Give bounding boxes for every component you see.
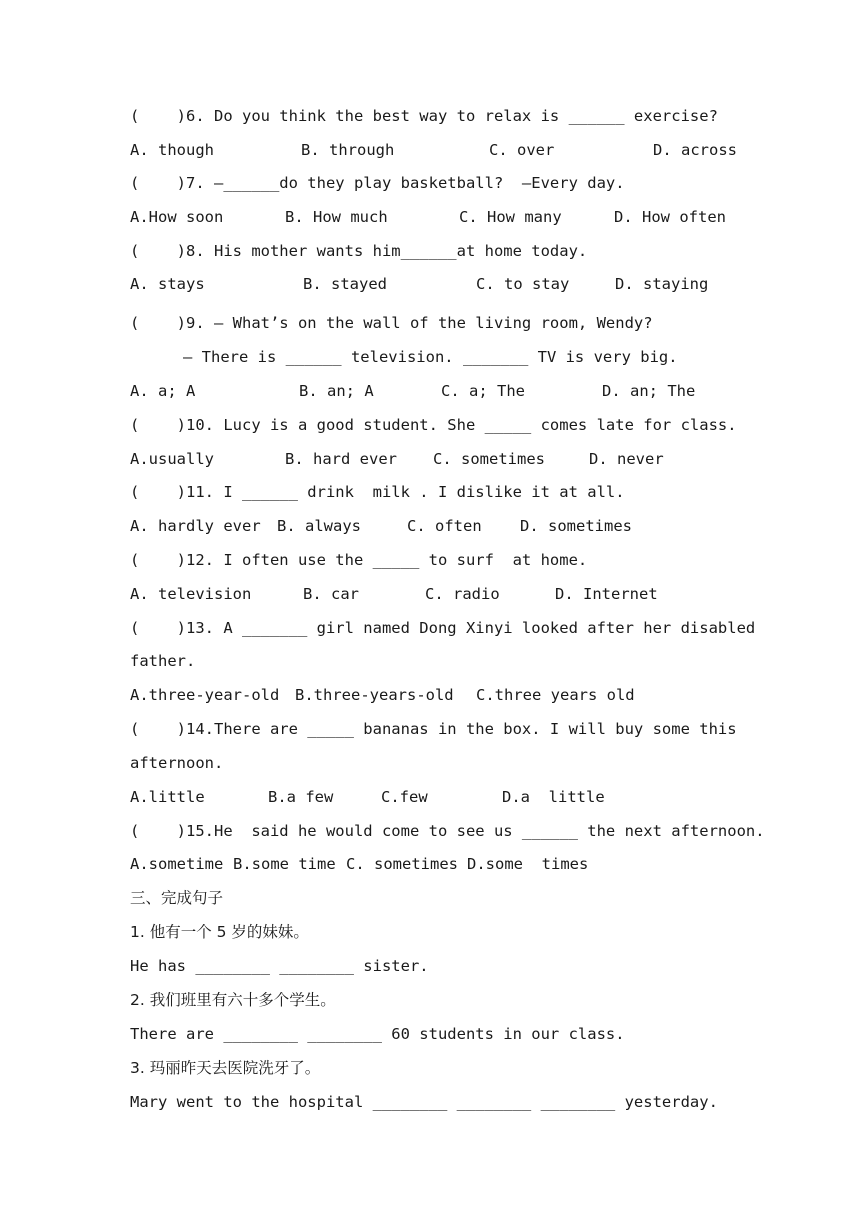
option-b: B. an; A — [299, 382, 374, 400]
option-d: D. How often — [614, 208, 726, 226]
option-d: D. never — [589, 450, 664, 468]
option-b: B. through — [301, 141, 395, 159]
question-9-options — [0, 378, 696, 404]
question-14-stem-line2: afternoon. — [130, 754, 224, 772]
option-c: C. How many — [459, 208, 562, 226]
sentence-1-chinese: 1. 他有一个 5 岁的妹妹。 — [130, 923, 309, 941]
option-b: B. car — [303, 585, 359, 603]
section-3-heading: 三、完成句子 — [130, 889, 224, 907]
option-c: C. often — [407, 517, 482, 535]
question-9-stem-line2: — There is ______ television. _______ TV is very big. — [183, 348, 678, 366]
option-d: D. an; The — [602, 382, 696, 400]
option-a: A.usually — [130, 450, 214, 468]
option-b: B.some time — [233, 855, 336, 873]
question-14-stem: ( )14.There are _____ bananas in the box. I will buy some this — [130, 720, 737, 738]
question-8-options — [0, 271, 709, 297]
option-c: C. sometimes — [346, 855, 458, 873]
option-a: A.little — [130, 788, 205, 806]
option-a: A.How soon — [130, 208, 224, 226]
option-b: B.three-years-old — [295, 686, 454, 704]
option-b: B. stayed — [303, 275, 387, 293]
question-11-stem: ( )11. I ______ drink milk . I dislike it at all. — [130, 483, 625, 501]
sentence-2-chinese: 2. 我们班里有六十多个学生。 — [130, 991, 336, 1009]
question-8-stem: ( )8. His mother wants him______at home today. — [130, 242, 588, 260]
question-13-stem: ( )13. A _______ girl named Dong Xinyi looked after her disabled — [130, 619, 756, 637]
option-a: A. though — [130, 141, 214, 159]
option-a: A. hardly ever — [130, 517, 261, 535]
option-d: D.some times — [467, 855, 589, 873]
question-15-options — [0, 851, 589, 877]
question-7-stem: ( )7. —______do they play basketball? —Every day. — [130, 174, 625, 192]
sentence-3-english: Mary went to the hospital ________ ________ ________ yesterday. — [130, 1093, 718, 1111]
sentence-3-chinese: 3. 玛丽昨天去医院洗牙了。 — [130, 1059, 321, 1077]
option-d: D. staying — [615, 275, 709, 293]
option-a: A. stays — [130, 275, 205, 293]
question-12-stem: ( )12. I often use the _____ to surf at home. — [130, 551, 588, 569]
option-b: B. hard ever — [285, 450, 397, 468]
question-10-stem: ( )10. Lucy is a good student. She _____ comes late for class. — [130, 416, 737, 434]
option-d: D. Internet — [555, 585, 658, 603]
option-c: C. over — [489, 141, 555, 159]
question-6-options — [0, 137, 737, 163]
option-d: D.a little — [502, 788, 605, 806]
question-6-stem: ( )6. Do you think the best way to relax is ______ exercise? — [130, 107, 718, 125]
option-c: C. sometimes — [433, 450, 545, 468]
option-c: C.three years old — [476, 686, 635, 704]
question-15-stem: ( )15.He said he would come to see us ______ the next afternoon. — [130, 822, 765, 840]
question-14-options — [0, 784, 605, 810]
option-a: A.sometime — [130, 855, 224, 873]
question-9-stem: ( )9. — What’s on the wall of the living room, Wendy? — [130, 314, 653, 332]
question-7-options — [0, 204, 726, 230]
question-10-options — [0, 446, 664, 472]
option-b: B. How much — [285, 208, 388, 226]
question-11-options — [0, 513, 632, 539]
option-d: D. sometimes — [520, 517, 632, 535]
option-c: C. a; The — [441, 382, 525, 400]
option-d: D. across — [653, 141, 737, 159]
sentence-2-english: There are ________ ________ 60 students in our class. — [130, 1025, 625, 1043]
sentence-1-english: He has ________ ________ sister. — [130, 957, 429, 975]
option-c: C.few — [381, 788, 428, 806]
option-c: C. to stay — [476, 275, 570, 293]
question-13-options — [0, 682, 635, 708]
option-c: C. radio — [425, 585, 500, 603]
question-13-stem-line2: father. — [130, 652, 196, 670]
option-a: A. television — [130, 585, 252, 603]
option-b: B.a few — [268, 788, 334, 806]
question-12-options — [0, 581, 658, 607]
option-a: A. a; A — [130, 382, 196, 400]
option-b: B. always — [277, 517, 361, 535]
option-a: A.three-year-old — [130, 686, 280, 704]
